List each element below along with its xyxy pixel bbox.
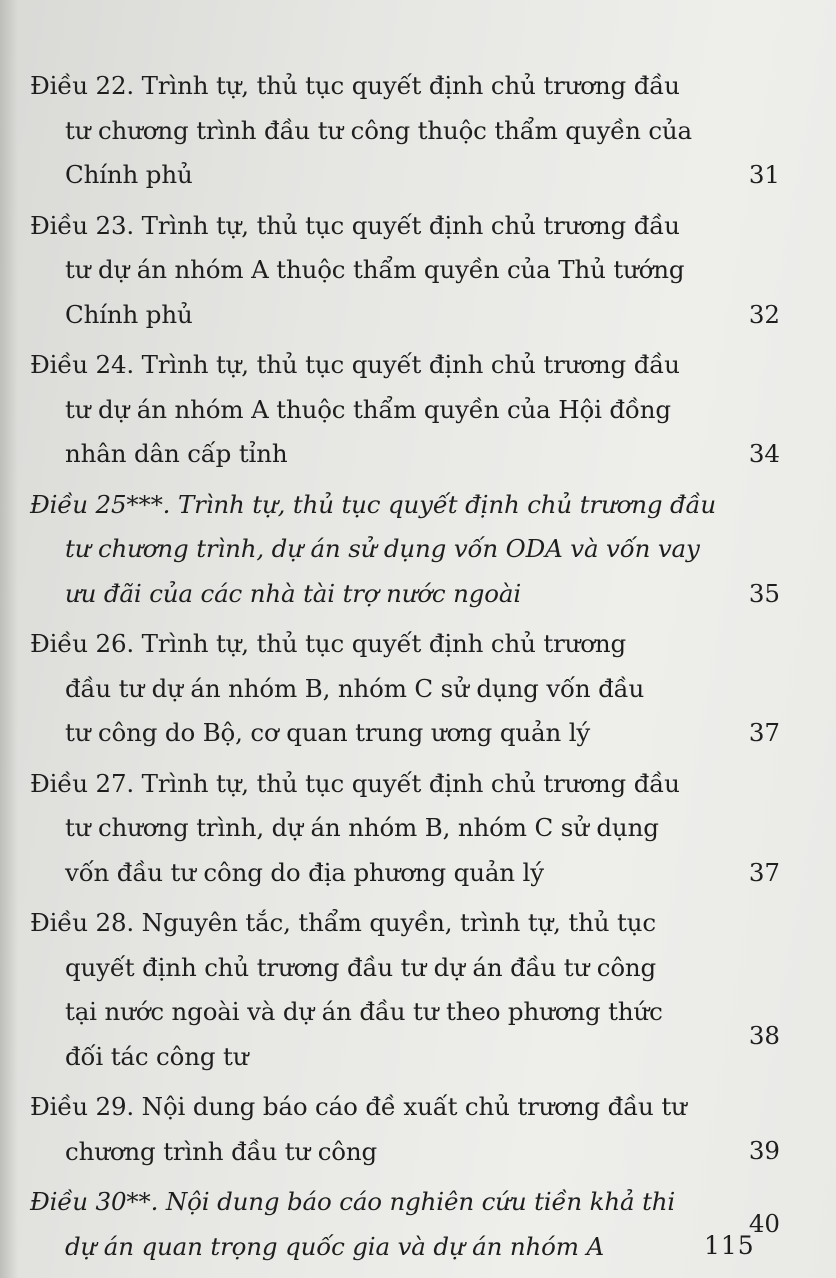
toc-entry-continuation: tư chương trình đầu tư công thuộc thẩm quyền của xyxy=(65,115,693,145)
toc-entry-continuation: dự án quan trọng quốc gia và dự án nhóm A xyxy=(65,1231,605,1261)
toc-entry xyxy=(30,204,780,338)
toc-entry xyxy=(30,1180,780,1269)
toc-entry-heading: Điều 24. Trình tự, thủ tục quyết định chủ trương đầu xyxy=(30,350,680,379)
toc-entry-continuation: Chính phủ xyxy=(65,160,193,189)
toc-entry xyxy=(30,483,780,617)
toc-entry-continuation: nhân dân cấp tỉnh xyxy=(65,439,288,468)
page-number: 115 xyxy=(704,1231,755,1260)
toc-entry xyxy=(30,1085,780,1174)
toc-entry-continuation: chương trình đầu tư công xyxy=(65,1136,378,1166)
toc-page-number: 39 xyxy=(748,1136,780,1165)
toc-entry-heading: Điều 25***. Trình tự, thủ tục quyết định chủ trương đầu xyxy=(30,489,717,519)
toc-page-number: 38 xyxy=(748,1021,780,1050)
toc-page-number: 32 xyxy=(748,299,780,329)
toc-entry-continuation: tư chương trình, dự án sử dụng vốn ODA và vốn vay xyxy=(65,534,700,563)
toc-entry-heading: Điều 30**. Nội dung báo cáo nghiên cứu tiền khả thi xyxy=(30,1187,676,1216)
toc-entry-continuation: quyết định chủ trương đầu tư dự án đầu tư công xyxy=(65,952,657,982)
toc-entry-continuation: vốn đầu tư công do địa phương quản lý xyxy=(65,857,544,887)
toc-entry-continuation: tại nước ngoài và dự án đầu tư theo phương thức xyxy=(65,997,663,1026)
toc-entry-continuation: tư chương trình, dự án nhóm B, nhóm C sử dụng xyxy=(65,813,659,842)
toc-entry xyxy=(30,901,780,1079)
toc-entry-heading: Điều 26. Trình tự, thủ tục quyết định chủ trương xyxy=(30,629,627,658)
toc-page-number: 40 xyxy=(748,1209,780,1238)
table-of-contents xyxy=(30,64,780,1275)
toc-entry-continuation: tư dự án nhóm A thuộc thẩm quyền của Thủ tướng xyxy=(65,255,685,284)
toc-page-number: 35 xyxy=(748,578,780,608)
toc-entry xyxy=(30,343,780,477)
toc-entry-heading: Điều 23. Trình tự, thủ tục quyết định chủ trương đầu xyxy=(30,210,680,240)
toc-entry-heading: Điều 27. Trình tự, thủ tục quyết định chủ trương đầu xyxy=(30,768,680,798)
toc-page-number: 37 xyxy=(748,857,780,887)
page-gutter-shadow xyxy=(0,0,18,1278)
toc-entry-heading: Điều 28. Nguyên tắc, thẩm quyền, trình tự, thủ tục xyxy=(30,908,656,937)
toc-entry xyxy=(30,622,780,756)
toc-entry xyxy=(30,64,780,198)
toc-entry xyxy=(30,762,780,896)
toc-entry-continuation: đầu tư dự án nhóm B, nhóm C sử dụng vốn đầu xyxy=(65,673,645,703)
toc-entry-continuation: đối tác công tư xyxy=(65,1041,249,1071)
toc-entry-continuation: Chính phủ xyxy=(65,299,193,329)
toc-entry-continuation: tư công do Bộ, cơ quan trung ương quản lý xyxy=(65,718,591,747)
toc-page-number: 31 xyxy=(748,160,780,189)
toc-entry-continuation: ưu đãi của các nhà tài trợ nước ngoài xyxy=(65,578,522,608)
toc-entry-continuation: tư dự án nhóm A thuộc thẩm quyền của Hội đồng xyxy=(65,394,671,424)
toc-entry-heading: Điều 29. Nội dung báo cáo đề xuất chủ trương đầu tư xyxy=(30,1092,687,1121)
toc-page-number: 34 xyxy=(748,439,780,468)
toc-page-number: 37 xyxy=(748,718,780,747)
toc-entry-heading: Điều 22. Trình tự, thủ tục quyết định chủ trương đầu xyxy=(30,71,680,100)
